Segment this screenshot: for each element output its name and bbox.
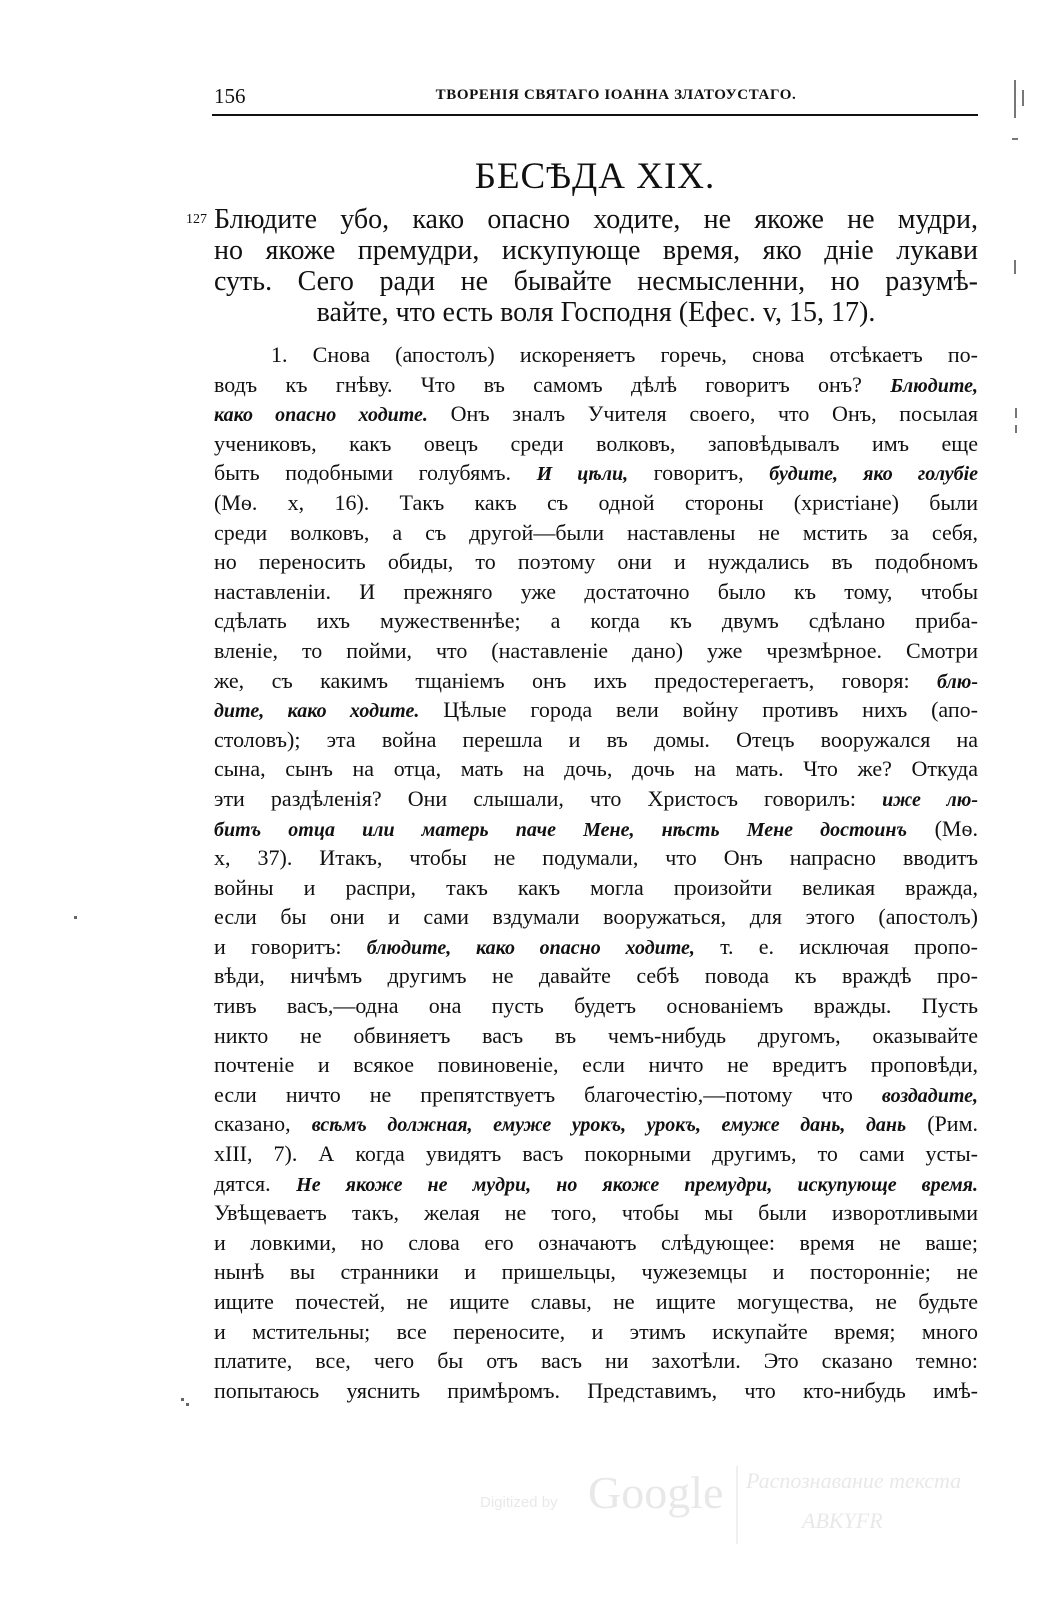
text-run: никто не обвиняетъ васъ въ чемъ-нибудь другомъ, оказывайте bbox=[214, 1022, 978, 1048]
body-line bbox=[214, 873, 978, 903]
body-line bbox=[214, 961, 978, 991]
italic-quotation: Блюдите, bbox=[890, 374, 978, 397]
text-run: вленіе, то пойми, что (наставленіе дано) уже чрезмѣрное. Смотри bbox=[214, 637, 978, 663]
body-line bbox=[214, 1021, 978, 1051]
body-line bbox=[214, 577, 978, 607]
body-line bbox=[214, 1169, 978, 1199]
watermark-logo: Google bbox=[588, 1467, 724, 1518]
italic-quotation: воздадите, bbox=[881, 1084, 978, 1107]
body-line bbox=[214, 518, 978, 548]
text-run: попытаюсь уяснить примѣромъ. Представимъ, что кто-нибудь имѣ- bbox=[214, 1377, 978, 1403]
epigraph-line: суть. Сего ради не бывайте несмысленни, но разумѣ- bbox=[214, 266, 978, 297]
text-run: (Рим. bbox=[906, 1111, 978, 1137]
text-run: столовъ); эта война перешла и въ домы. Отецъ вооружался на bbox=[214, 726, 978, 752]
text-run: (Мѳ. bbox=[907, 815, 978, 841]
epigraph-line: Блюдите убо, како опасно ходите, не якоже не мудри, bbox=[214, 204, 978, 235]
body-line bbox=[214, 991, 978, 1021]
text-run: 1. Снова (апостолъ) искореняетъ горечь, снова отсѣкаетъ по- bbox=[271, 342, 978, 367]
text-run: и говоритъ: bbox=[214, 933, 367, 959]
body-line bbox=[214, 606, 978, 636]
header-rule bbox=[212, 114, 978, 116]
text-run: учениковъ, какъ овецъ среди волковъ, заповѣдывалъ имъ еще bbox=[214, 430, 978, 456]
watermark-caption: ABKYFR bbox=[802, 1508, 883, 1533]
text-run: вѣди, ничѣмъ другимъ не давайте себѣ повода къ враждѣ про- bbox=[214, 963, 978, 989]
body-line bbox=[214, 458, 978, 488]
text-run: Увѣщеваетъ такъ, желая не того, чтобы мы были изворотливыми bbox=[214, 1200, 978, 1226]
text-run: дятся. bbox=[214, 1170, 297, 1196]
running-title: ТВОРЕНІЯ СВЯТАГО ІОАННА ЗЛАТОУСТАГО. bbox=[435, 87, 797, 103]
homily-title: БЕСѢДА XIX. bbox=[474, 156, 716, 197]
text-run: нынѣ вы странники и пришельцы, чужеземцы и посторонніе; не bbox=[214, 1259, 978, 1285]
body-line bbox=[214, 1050, 978, 1080]
scan-mark bbox=[1014, 260, 1016, 274]
body-line bbox=[214, 429, 978, 459]
text-run: сдѣлать ихъ мужественнѣе; а когда къ двумъ сдѣлано приба- bbox=[214, 608, 978, 634]
body-line bbox=[214, 1257, 978, 1287]
scan-mark bbox=[1015, 425, 1017, 433]
epigraph-line: вайте, что есть воля Господня (Ефес. v, 15, 17). bbox=[316, 297, 876, 328]
watermark-digitized: Digitized by bbox=[480, 1494, 558, 1511]
body-line bbox=[214, 1228, 978, 1258]
scan-mark bbox=[1012, 138, 1018, 140]
scan-mark bbox=[1015, 408, 1017, 418]
stray-mark bbox=[181, 1398, 184, 1401]
body-line bbox=[214, 370, 978, 400]
text-run: Онъ зналъ Учителя своего, что Онъ, посылая bbox=[427, 401, 978, 427]
body-line bbox=[214, 843, 978, 873]
running-head bbox=[214, 84, 978, 110]
digitization-watermark bbox=[480, 1460, 1000, 1560]
text-run: если ничто не препятствуетъ благочестію,—потому что bbox=[214, 1081, 882, 1107]
italic-quotation: битъ отца или матерь паче Мене, нѣсть Мене достоинъ bbox=[214, 818, 907, 841]
text-run: почтеніе и всякое повиновеніе, если ничто не вредитъ проповѣди, bbox=[214, 1052, 978, 1078]
text-run: Цѣлые города вели войну противъ нихъ (апо- bbox=[419, 697, 978, 723]
text-run: водъ къ гнѣву. Что въ самомъ дѣлѣ говоритъ онъ? bbox=[214, 371, 891, 397]
body-line bbox=[214, 666, 978, 696]
text-run: но переносить обиды, то поэтому они и нуждались въ подобномъ bbox=[214, 549, 978, 575]
italic-quotation: блю- bbox=[936, 670, 978, 693]
text-run: тивъ васъ,—одна она пусть будетъ основаніемъ вражды. Пусть bbox=[214, 993, 978, 1019]
epigraph-line: но якоже премудри, искупующе время, яко дніе лукави bbox=[214, 235, 978, 266]
body-line bbox=[214, 814, 978, 844]
italic-quotation: дите, како ходите. bbox=[214, 700, 420, 723]
text-run: xIII, 7). А когда увидятъ васъ покорными другимъ, то сами усты- bbox=[214, 1141, 978, 1167]
body-line bbox=[214, 636, 978, 666]
italic-quotation: всѣмъ должная, емуже урокъ, урокъ, емуже дань, дань bbox=[311, 1114, 907, 1137]
text-run: если бы они и сами вздумали вооружаться, для этого (апостолъ) bbox=[214, 904, 978, 930]
body-line bbox=[214, 340, 978, 370]
watermark-caption: Распознавание текста bbox=[746, 1468, 962, 1493]
body-line bbox=[214, 1080, 978, 1110]
body-line bbox=[214, 399, 978, 429]
watermark-divider bbox=[736, 1466, 738, 1544]
text-run: сказано, bbox=[214, 1111, 312, 1137]
body-line bbox=[214, 1376, 978, 1406]
stray-mark bbox=[74, 916, 77, 919]
body-line bbox=[214, 488, 978, 518]
text-run: x, 37). Итакъ, чтобы не подумали, что Онъ напрасно вводитъ bbox=[214, 845, 978, 871]
body-line bbox=[214, 1346, 978, 1376]
body-line bbox=[214, 1139, 978, 1169]
body-line bbox=[214, 695, 978, 725]
text-run: наставленіи. И прежняго уже достаточно было къ тому, чтобы bbox=[214, 578, 978, 604]
body-line bbox=[214, 1317, 978, 1347]
text-run: же, съ какимъ тщаніемъ онъ ихъ предостерегаетъ, говоря: bbox=[214, 667, 937, 693]
text-run: т. е. исключая пропо- bbox=[694, 933, 978, 959]
italic-quotation: иже лю- bbox=[882, 788, 978, 811]
body-line bbox=[214, 725, 978, 755]
verse-number: 127 bbox=[186, 212, 207, 227]
italic-quotation: будите, яко голубіе bbox=[769, 463, 979, 486]
text-run: эти раздѣленія? Они слышали, что Христосъ говорилъ: bbox=[214, 785, 883, 811]
text-run: (Мѳ. x, 16). Такъ какъ съ одной стороны (христіане) были bbox=[214, 489, 978, 515]
body-line bbox=[214, 1109, 978, 1139]
italic-quotation: Не якоже не мудри, но якоже премудри, искупующе время. bbox=[296, 1173, 978, 1196]
text-run: сына, сынъ на отца, мать на дочь, дочь на мать. Что же? Откуда bbox=[214, 756, 978, 782]
body-line bbox=[214, 932, 978, 962]
text-run: и мстительны; все переносите, и этимъ искупайте время; много bbox=[214, 1318, 978, 1344]
italic-quotation: како опасно ходите. bbox=[214, 404, 428, 427]
body-line bbox=[214, 902, 978, 932]
body-line bbox=[214, 1198, 978, 1228]
epigraph bbox=[214, 204, 978, 328]
body-line bbox=[214, 1287, 978, 1317]
margin-scan-marks bbox=[1000, 70, 1040, 1370]
body-line bbox=[214, 784, 978, 814]
italic-quotation: блюдите, како опасно ходите, bbox=[366, 936, 695, 959]
body-line bbox=[214, 547, 978, 577]
text-run: говоритъ, bbox=[628, 460, 770, 486]
text-run: быть подобными голубямъ. bbox=[214, 460, 537, 486]
text-run: и ловкими, но слова его означаютъ слѣдующее: время не ваше; bbox=[214, 1229, 978, 1255]
text-run: среди волковъ, а съ другой—были наставлены не мстить за себя, bbox=[214, 519, 978, 545]
body-line bbox=[214, 754, 978, 784]
italic-quotation: И цѣли, bbox=[536, 463, 629, 486]
scan-mark bbox=[1022, 90, 1024, 106]
page-number: 156 bbox=[214, 84, 246, 108]
text-run: войны и распри, такъ какъ могла произойти великая вражда, bbox=[214, 874, 978, 900]
stray-mark bbox=[186, 1403, 189, 1406]
text-run: платите, все, чего бы отъ васъ ни захотѣли. Это сказано темно: bbox=[214, 1348, 978, 1374]
body-text bbox=[214, 340, 978, 1405]
text-run: ищите почестей, не ищите славы, не ищите могущества, не будьте bbox=[214, 1289, 978, 1314]
scan-mark bbox=[1014, 80, 1016, 118]
